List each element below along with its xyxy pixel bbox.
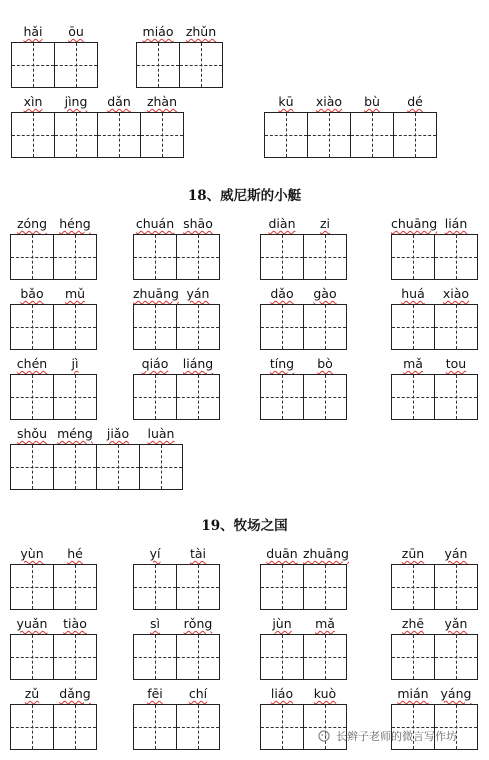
pinyin-syllable: dǎng	[59, 686, 91, 701]
guide-line-horizontal	[177, 397, 219, 398]
pinyin-syllable: tài	[189, 546, 207, 561]
writing-box[interactable]	[260, 234, 304, 280]
guide-line-horizontal	[177, 327, 219, 328]
guide-line-horizontal	[12, 65, 54, 66]
writing-box[interactable]	[139, 444, 183, 490]
writing-box[interactable]	[53, 374, 97, 420]
writing-box[interactable]	[53, 634, 97, 680]
writing-box[interactable]	[176, 304, 220, 350]
wechat-icon	[318, 729, 332, 743]
pinyin-syllable: xiào	[442, 286, 470, 301]
guide-line-horizontal	[11, 327, 53, 328]
writing-box[interactable]	[434, 234, 478, 280]
writing-box[interactable]	[391, 304, 435, 350]
guide-line-horizontal	[261, 397, 303, 398]
pinyin-syllable: hé	[67, 546, 83, 561]
writing-box[interactable]	[11, 42, 55, 88]
pinyin-syllable: jùn	[272, 616, 292, 631]
pinyin-syllable: mǔ	[64, 286, 86, 301]
writing-box[interactable]	[10, 564, 54, 610]
writing-box[interactable]	[53, 704, 97, 750]
writing-box[interactable]	[53, 444, 97, 490]
guide-line-horizontal	[392, 257, 434, 258]
guide-line-horizontal	[141, 135, 183, 136]
pinyin-syllable: chí	[188, 686, 208, 701]
writing-box[interactable]	[176, 234, 220, 280]
pinyin-syllable: rǒng	[183, 616, 213, 631]
writing-box[interactable]	[391, 374, 435, 420]
writing-box[interactable]	[133, 564, 177, 610]
pinyin-syllable: mián	[397, 686, 429, 701]
guide-line-horizontal	[392, 587, 434, 588]
guide-line-horizontal	[54, 397, 96, 398]
pinyin-syllable: yáng	[440, 686, 472, 701]
pinyin-syllable: yùn	[20, 546, 44, 561]
writing-box[interactable]	[133, 704, 177, 750]
writing-box[interactable]	[10, 374, 54, 420]
pinyin-syllable: méng	[57, 426, 93, 441]
pinyin-syllable: yǎn	[444, 616, 468, 631]
guide-line-horizontal	[265, 135, 307, 136]
guide-line-horizontal	[134, 727, 176, 728]
writing-box[interactable]	[96, 444, 140, 490]
pinyin-syllable: qiáo	[141, 356, 169, 371]
pinyin-syllable: tou	[445, 356, 467, 371]
guide-line-horizontal	[55, 135, 97, 136]
pinyin-syllable: liáo	[270, 686, 294, 701]
writing-box[interactable]	[10, 444, 54, 490]
pinyin-syllable: fēi	[147, 686, 163, 701]
writing-box[interactable]	[391, 234, 435, 280]
writing-box[interactable]	[133, 374, 177, 420]
writing-box[interactable]	[391, 564, 435, 610]
guide-line-horizontal	[11, 587, 53, 588]
writing-box[interactable]	[10, 634, 54, 680]
guide-line-horizontal	[140, 467, 182, 468]
writing-box[interactable]	[393, 112, 437, 158]
pinyin-syllable: chén	[16, 356, 48, 371]
pinyin-syllable: xiào	[315, 94, 343, 109]
guide-line-horizontal	[97, 467, 139, 468]
guide-line-horizontal	[304, 587, 346, 588]
guide-line-horizontal	[11, 657, 53, 658]
pinyin-syllable: zhuāng	[133, 286, 179, 301]
guide-line-horizontal	[435, 327, 477, 328]
writing-box[interactable]	[303, 634, 347, 680]
pinyin-syllable: shāo	[183, 216, 213, 231]
writing-box[interactable]	[53, 564, 97, 610]
writing-box[interactable]	[10, 704, 54, 750]
writing-box[interactable]	[97, 112, 141, 158]
writing-box[interactable]	[10, 234, 54, 280]
guide-line-horizontal	[308, 135, 350, 136]
writing-box[interactable]	[260, 564, 304, 610]
writing-box[interactable]	[136, 42, 180, 88]
guide-line-horizontal	[54, 727, 96, 728]
writing-box[interactable]	[391, 634, 435, 680]
pinyin-syllable: lián	[444, 216, 468, 231]
writing-box[interactable]	[176, 634, 220, 680]
writing-box[interactable]	[303, 304, 347, 350]
guide-line-horizontal	[392, 327, 434, 328]
lesson-19-heading: 19、牧场之国	[201, 518, 288, 534]
pinyin-syllable: dǎo	[270, 286, 294, 301]
guide-line-horizontal	[134, 587, 176, 588]
guide-line-horizontal	[134, 397, 176, 398]
pinyin-syllable: yuǎn	[16, 616, 48, 631]
watermark-text: 长辫子老师的微言写作坊	[336, 730, 457, 743]
guide-line-horizontal	[54, 327, 96, 328]
writing-box[interactable]	[260, 634, 304, 680]
pinyin-syllable: yán	[186, 286, 210, 301]
pinyin-syllable: duān	[266, 546, 298, 561]
pinyin-syllable: zūn	[401, 546, 425, 561]
writing-box[interactable]	[350, 112, 394, 158]
pinyin-syllable: luàn	[147, 426, 175, 441]
writing-box[interactable]	[434, 374, 478, 420]
pinyin-syllable: zhàn	[146, 94, 178, 109]
guide-line-horizontal	[134, 657, 176, 658]
pinyin-syllable: ōu	[68, 24, 84, 39]
writing-box[interactable]	[133, 234, 177, 280]
writing-box[interactable]	[434, 564, 478, 610]
pinyin-syllable: chuán	[135, 216, 175, 231]
writing-box[interactable]	[11, 112, 55, 158]
pinyin-syllable: dǎn	[107, 94, 131, 109]
guide-line-horizontal	[261, 727, 303, 728]
writing-box[interactable]	[54, 112, 98, 158]
pinyin-syllable: tíng	[269, 356, 295, 371]
guide-line-horizontal	[11, 257, 53, 258]
pinyin-syllable: miáo	[142, 24, 174, 39]
pinyin-syllable: mǎ	[315, 616, 335, 631]
pinyin-syllable: shǒu	[16, 426, 47, 441]
writing-box[interactable]	[176, 704, 220, 750]
writing-box[interactable]	[303, 564, 347, 610]
guide-line-horizontal	[11, 467, 53, 468]
pinyin-syllable: kuò	[313, 686, 337, 701]
pinyin-syllable: gào	[313, 286, 337, 301]
guide-line-horizontal	[435, 587, 477, 588]
guide-line-horizontal	[261, 257, 303, 258]
guide-line-horizontal	[55, 65, 97, 66]
pinyin-syllable: sì	[150, 616, 160, 631]
pinyin-syllable: huá	[401, 286, 425, 301]
writing-box[interactable]	[179, 42, 223, 88]
pinyin-syllable: bǎo	[20, 286, 44, 301]
guide-line-horizontal	[11, 727, 53, 728]
pinyin-syllable: yí	[149, 546, 161, 561]
guide-line-horizontal	[54, 467, 96, 468]
guide-line-horizontal	[304, 397, 346, 398]
lesson-18-heading: 18、威尼斯的小艇	[187, 188, 302, 204]
guide-line-horizontal	[11, 397, 53, 398]
writing-box[interactable]	[434, 634, 478, 680]
pinyin-syllable: diàn	[268, 216, 296, 231]
writing-box[interactable]	[307, 112, 351, 158]
writing-box[interactable]	[303, 374, 347, 420]
writing-box[interactable]	[133, 634, 177, 680]
writing-box[interactable]	[434, 304, 478, 350]
guide-line-horizontal	[435, 397, 477, 398]
pinyin-syllable: zhǔn	[185, 24, 217, 39]
pinyin-syllable: héng	[59, 216, 91, 231]
pinyin-syllable: chuāng	[391, 216, 438, 231]
guide-line-horizontal	[435, 257, 477, 258]
pinyin-syllable: hǎi	[23, 24, 43, 39]
wechat-watermark	[318, 728, 457, 744]
guide-line-horizontal	[351, 135, 393, 136]
guide-line-horizontal	[261, 587, 303, 588]
guide-line-horizontal	[177, 727, 219, 728]
pinyin-syllable: mǎ	[403, 356, 423, 371]
pinyin-syllable: jì	[71, 356, 79, 371]
pinyin-syllable: zi	[319, 216, 331, 231]
guide-line-horizontal	[177, 257, 219, 258]
guide-line-horizontal	[392, 397, 434, 398]
pinyin-syllable: tiào	[63, 616, 87, 631]
writing-box[interactable]	[133, 304, 177, 350]
pinyin-syllable: zǔ	[24, 686, 40, 701]
guide-line-horizontal	[304, 257, 346, 258]
guide-line-horizontal	[304, 657, 346, 658]
writing-box[interactable]	[176, 564, 220, 610]
writing-box[interactable]	[53, 304, 97, 350]
guide-line-horizontal	[304, 327, 346, 328]
guide-line-horizontal	[98, 135, 140, 136]
guide-line-horizontal	[392, 657, 434, 658]
guide-line-horizontal	[54, 257, 96, 258]
guide-line-horizontal	[261, 657, 303, 658]
guide-line-horizontal	[54, 657, 96, 658]
pinyin-syllable: zhuāng	[303, 546, 349, 561]
guide-line-horizontal	[394, 135, 436, 136]
pinyin-syllable: jìng	[64, 94, 88, 109]
guide-line-horizontal	[134, 257, 176, 258]
writing-box[interactable]	[260, 704, 304, 750]
writing-box[interactable]	[140, 112, 184, 158]
pinyin-syllable: dé	[407, 94, 423, 109]
pinyin-syllable: yán	[444, 546, 468, 561]
guide-line-horizontal	[134, 327, 176, 328]
guide-line-horizontal	[12, 135, 54, 136]
guide-line-horizontal	[137, 65, 179, 66]
writing-box[interactable]	[53, 234, 97, 280]
pinyin-syllable: jiǎo	[106, 426, 130, 441]
guide-line-horizontal	[54, 587, 96, 588]
pinyin-syllable: bò	[317, 356, 333, 371]
writing-box[interactable]	[176, 374, 220, 420]
pinyin-syllable: bù	[364, 94, 380, 109]
pinyin-syllable: zhē	[401, 616, 425, 631]
writing-box[interactable]	[303, 234, 347, 280]
guide-line-horizontal	[177, 587, 219, 588]
pinyin-syllable: xìn	[23, 94, 43, 109]
writing-box[interactable]	[10, 304, 54, 350]
guide-line-horizontal	[180, 65, 222, 66]
guide-line-horizontal	[177, 657, 219, 658]
writing-box[interactable]	[264, 112, 308, 158]
pinyin-syllable: kū	[278, 94, 294, 109]
writing-box[interactable]	[260, 304, 304, 350]
writing-box[interactable]	[260, 374, 304, 420]
pinyin-syllable: zóng	[16, 216, 48, 231]
pinyin-syllable: liáng	[182, 356, 214, 371]
guide-line-horizontal	[435, 657, 477, 658]
writing-box[interactable]	[54, 42, 98, 88]
guide-line-horizontal	[261, 327, 303, 328]
